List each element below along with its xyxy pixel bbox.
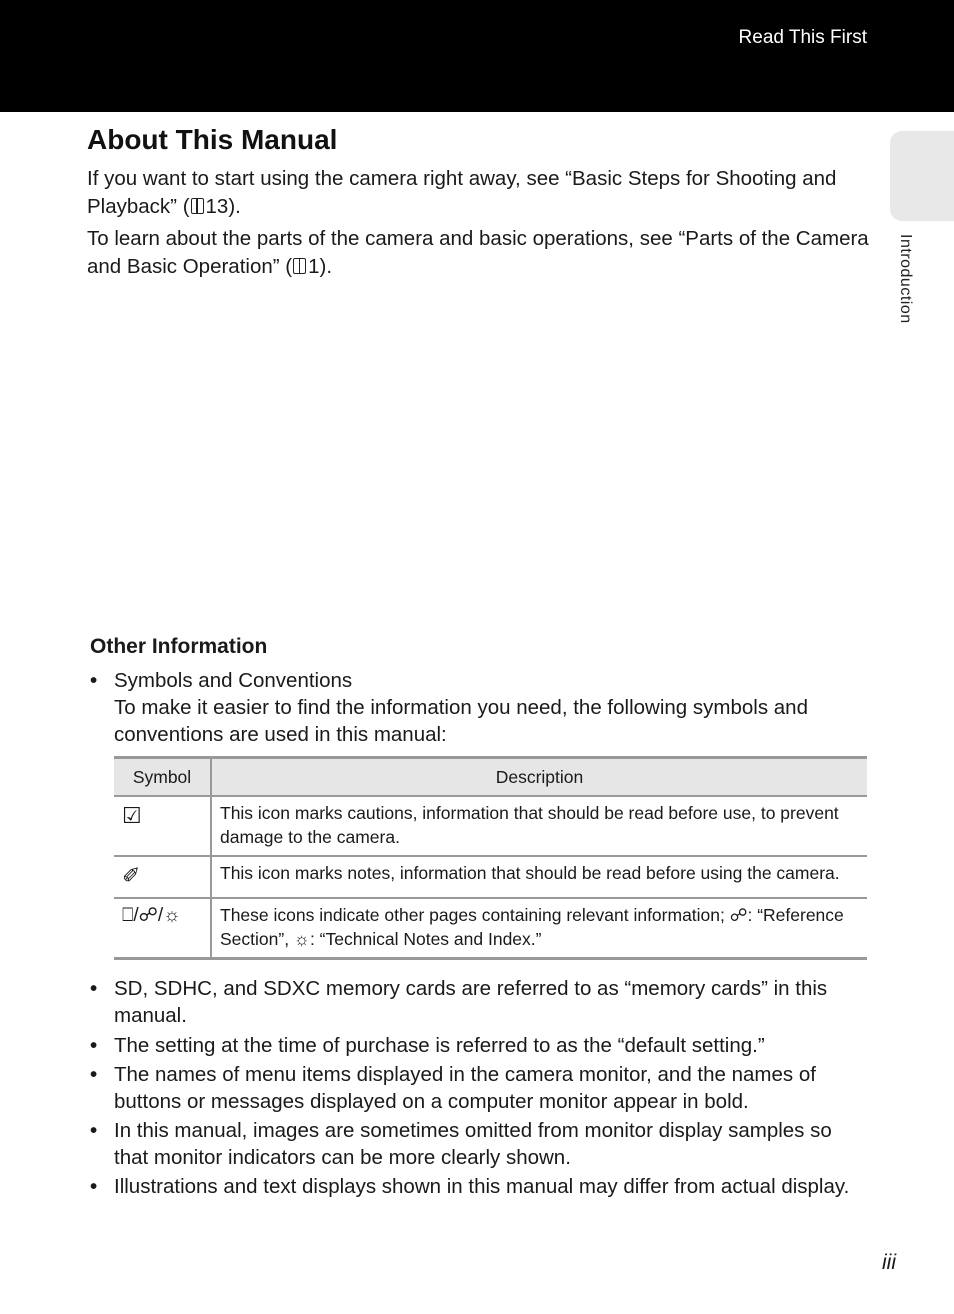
table-row	[114, 856, 867, 898]
note-icon	[114, 856, 211, 898]
intro-p1-end: ).	[228, 195, 241, 218]
column-header-symbol: Symbol	[114, 758, 211, 797]
list-item	[90, 1032, 850, 1059]
bullet-title: Symbols and Conventions	[114, 669, 353, 692]
bullet-mark: •	[90, 669, 98, 692]
bullet-body: To make it easier to find the information you need, the following symbols and conventions are used in this manual:	[114, 696, 808, 746]
list-item	[90, 1061, 850, 1115]
table-cell-description: This icon marks cautions, information that should be read before use, to prevent damage to the camera.	[211, 796, 867, 856]
bullet-text: SD, SDHC, and SDXC memory cards are referred to as “memory cards” in this manual.	[114, 977, 828, 1027]
list-item	[90, 1173, 850, 1200]
column-header-description: Description	[211, 758, 867, 797]
symbols-table	[114, 756, 867, 960]
section-title: Read This First	[738, 27, 867, 48]
intro-p2-text: To learn about the parts of the camera and basic operations, see “Parts of the Camera and Basic Operation” (	[87, 227, 869, 278]
table-cell-description: This icon marks notes, information that should be read before using the camera.	[211, 856, 867, 898]
caution-symbol: ☑	[122, 803, 142, 828]
table-cell-description: These icons indicate other pages containing relevant information; ☍: “Reference Section”, ☼: “Technical Notes and Index.”	[211, 898, 867, 959]
bullet-text: The setting at the time of purchase is referred to as the “default setting.”	[114, 1034, 765, 1057]
bullet-text: In this manual, images are sometimes omitted from monitor display samples so that monitor indicators can be more clearly shown.	[114, 1119, 832, 1169]
reference-symbols: ⎕/☍/☼	[122, 905, 181, 926]
page-ref-icon	[191, 198, 204, 214]
other-information-heading: Other Information	[90, 635, 268, 658]
intro-paragraph-1	[87, 165, 877, 221]
section-tab	[890, 131, 954, 221]
intro-p1-text: If you want to start using the camera right away, see “Basic Steps for Shooting and Playback” (	[87, 167, 837, 218]
page-reference-icons	[114, 898, 211, 959]
intro-p2-end: ).	[319, 255, 333, 278]
bullet-mark: •	[90, 1119, 98, 1142]
page-title: About This Manual	[87, 124, 338, 155]
section-tab-label: Introduction	[897, 234, 914, 324]
intro-paragraph-2	[87, 225, 877, 281]
bullet-mark: •	[90, 1175, 98, 1198]
bullet-mark: •	[90, 1063, 98, 1086]
table-row	[114, 796, 867, 856]
note-symbol: ✐	[122, 863, 141, 888]
bullet-text: Illustrations and text displays shown in this manual may differ from actual display.	[114, 1175, 850, 1198]
list-item	[90, 975, 850, 1029]
bullet-mark: •	[90, 1034, 98, 1057]
table-row	[114, 898, 867, 959]
header-bar	[0, 0, 954, 112]
page-number: iii	[882, 1251, 896, 1274]
list-item-symbols	[90, 667, 850, 748]
bullet-text: The names of menu items displayed in the camera monitor, and the names of buttons or messages displayed on a computer monitor appear in bold.	[114, 1063, 816, 1113]
list-item	[90, 1117, 850, 1171]
caution-icon	[114, 796, 211, 856]
table-header-row	[114, 758, 867, 797]
intro-p1-ref: 13	[205, 195, 229, 218]
page-ref-icon	[293, 258, 306, 274]
bullet-mark: •	[90, 977, 98, 1000]
intro-p2-ref: 1	[308, 255, 320, 278]
